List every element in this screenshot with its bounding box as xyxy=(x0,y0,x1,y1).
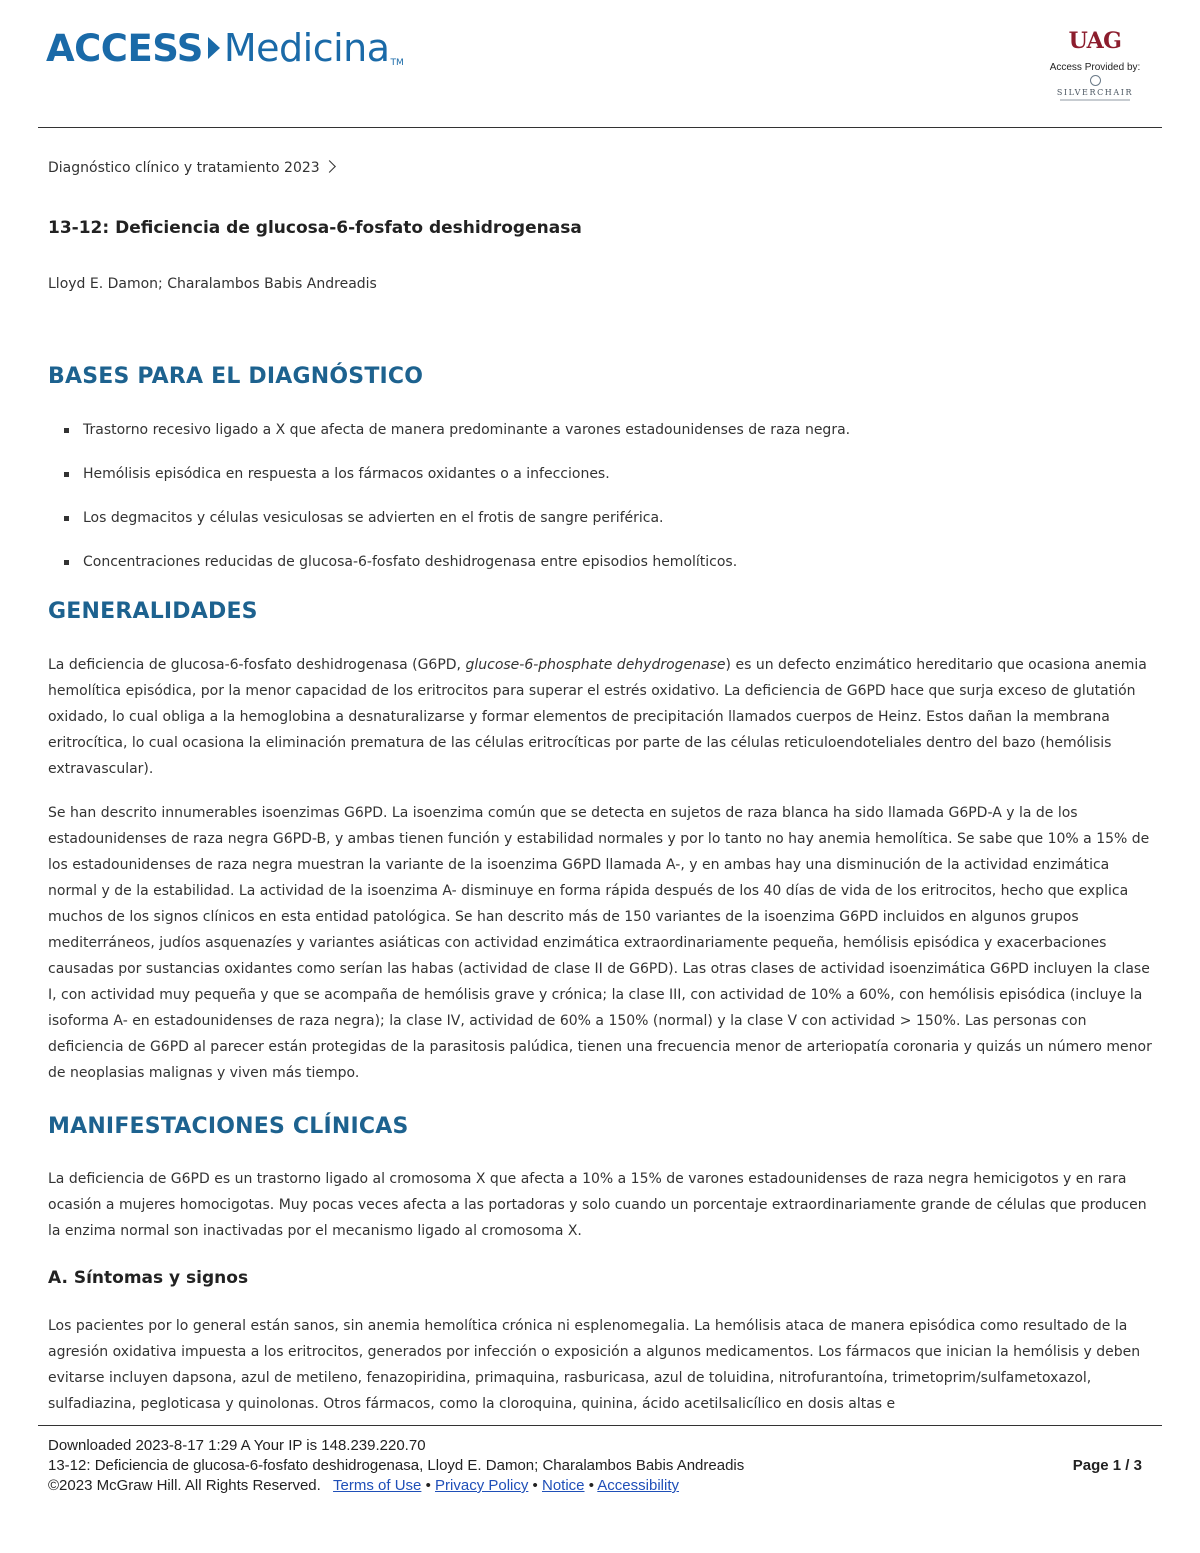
heading-generalidades: GENERALIDADES xyxy=(48,599,258,624)
list-item: Concentraciones reducidas de glucosa-6-fosfato deshidrogenasa entre episodios hemolíticos. xyxy=(48,552,850,596)
accessmedicina-logo[interactable] xyxy=(46,18,404,78)
chevron-right-icon xyxy=(323,160,336,173)
privacy-link[interactable]: Privacy Policy xyxy=(435,1477,529,1494)
access-provided-by: Access Provided by: xyxy=(1049,62,1141,73)
notice-link[interactable]: Notice xyxy=(541,1477,585,1494)
page-number: Page 1 / 3 xyxy=(1072,1457,1142,1474)
generalidades-paragraph-2: Se han descrito innumerables isoenzimas G6PD. La isoenzima común que se detecta en sujetos de raza blanca ha sido llamada G6PD-A y la de los estadounidenses de raza negra G6PD-B, y ambas tienen función y estabilidad normales y por lo tanto no hay anemia hemolítica. Se sabe que 10% a 15% de los estadounidenses de raza negra muestran la variante de la isoenzima G6PD llamada A-, y en ambas hay una disminución de la actividad enzimática normal y de la estabilidad. La actividad de la isoenzima A- disminuye en forma rápida después de los 40 días de vida de los eritrocitos, hecho que explica muchos de los signos clínicos en esta entidad patológica. Se han descrito más de 150 variantes de la isoenzima G6PD incluidos en algunos grupos mediterráneos, judíos asquenazíes y variantes asiáticas con actividad enzimática extraordinariamente pequeña, hemólisis episódica y exacerbaciones causadas por sustancias oxidantes como serían las habas (actividad de clase II de G6PD). Las otras clases de actividad isoenzimática G6PD incluyen la clase I, con actividad muy pequeña y que se acompaña de hemólisis grave y crónica; la clase III, con actividad de 10% a 60%, con hemólisis episódica (incluye la isoforma A- en estadounidenses de raza negra); la clase IV, actividad de 60% a 150% (normal) y la clase V con actividad > 150%. Las personas con deficiencia de G6PD al parecer están protegidas de la parasitosis palúdica, tienen una frecuencia menor de arteriopatía coronaria y quizás un número menor de neoplasias malignas y viven más tiempo. xyxy=(48,805,1152,1081)
text-span: ) es un defecto enzimático hereditario que ocasiona anemia hemolítica episódica, por la menor capacidad de los eritrocitos para superar el estrés oxidativo. La deficiencia de G6PD hace que surja exceso de glutatión oxidado, lo cual obliga a la hemoglobina a desnaturalizarse y formar elementos de precipitación llamados cuerpos de Heinz. Estos dañan la membrana eritrocítica, lo cual ocasiona la eliminación prematura de las células eritrocíticas por parte de las células reticuloendoteliales dentro del bazo (hemólisis extravascular). xyxy=(48,657,1147,777)
terms-link[interactable]: Terms of Use xyxy=(333,1477,422,1494)
list-item: Los degmacitos y células vesiculosas se advierten en el frotis de sangre periférica. xyxy=(48,508,850,552)
logo-access-text: ACCESS xyxy=(46,26,203,70)
italic-term: glucose-6-phosphate dehydrogenase xyxy=(465,657,726,673)
heading-manifestaciones: MANIFESTACIONES CLÍNICAS xyxy=(48,1114,409,1139)
bases-list xyxy=(48,420,850,596)
logo-medicina-text: Medicina xyxy=(223,26,390,70)
manifestaciones-paragraph-1: La deficiencia de G6PD es un trastorno ligado al cromosoma X que afecta a 10% a 15% de varones estadounidenses de raza negra hemicigotos y en rara ocasión a mujeres homocigotas. Muy pocas veces afecta a las portadoras y solo cuando un porcentaje extraordinariamente grande de células que producen la enzima normal son inactivadas por el mecanismo ligado al cromosoma X. xyxy=(48,1171,1147,1239)
sintomas-paragraph: Los pacientes por lo general están sanos, sin anemia hemolítica crónica ni esplenomegalia. La hemólisis ataca de manera episódica como resultado de la agresión oxidativa impuesta a los eritrocitos, generados por infección o exposición a algunos medicamentos. Los fármacos que inician la hemólisis y deben evitarse incluyen dapsona, azul de metileno, fenazopiridina, primaquina, rasburicasa, azul de toluidina, nitrofurantoína, trimetoprim/sulfametoxazol, sulfadiazina, pegloticasa y quinolonas. Otros fármacos, como la cloroquina, quinina, ácido acetilsalicílico en dosis altas e xyxy=(48,1318,1141,1412)
separator: • xyxy=(588,1477,594,1494)
silverchair-tagline-line xyxy=(1060,99,1130,101)
copyright: ©2023 McGraw Hill. All Rights Reserved. xyxy=(48,1477,321,1494)
authors: Lloyd E. Damon; Charalambos Babis Andreadis xyxy=(48,276,377,292)
text-span: La deficiencia de glucosa-6-fosfato deshidrogenasa (G6PD, xyxy=(48,657,466,673)
header-divider xyxy=(38,127,1162,128)
uag-logo: UAG xyxy=(1068,28,1122,54)
generalidades-paragraph-1 xyxy=(48,652,1158,782)
page-footer xyxy=(48,1436,1142,1496)
institution-block xyxy=(1040,30,1150,101)
separator: • xyxy=(425,1477,431,1494)
separator: • xyxy=(532,1477,538,1494)
page-title: 13-12: Deficiencia de glucosa-6-fosfato deshidrogenasa xyxy=(48,218,582,238)
page-header xyxy=(0,0,1200,128)
logo-trademark: TM xyxy=(390,58,404,68)
list-item: Hemólisis episódica en respuesta a los fármacos oxidantes o a infecciones. xyxy=(48,464,850,508)
footer-divider xyxy=(38,1425,1162,1426)
heading-bases: BASES PARA EL DIAGNÓSTICO xyxy=(48,364,424,389)
subheading-sintomas: A. Síntomas y signos xyxy=(48,1268,249,1288)
breadcrumb[interactable] xyxy=(48,160,334,176)
citation-row xyxy=(48,1456,1142,1476)
download-info: Downloaded 2023-8-17 1:29 A Your IP is 148.239.220.70 xyxy=(48,1437,426,1454)
silverchair-logo: SILVERCHAIR xyxy=(1056,88,1134,97)
logo-arrow-icon xyxy=(208,37,220,59)
list-item: Trastorno recesivo ligado a X que afecta de manera predominante a varones estadounidenses de raza negra. xyxy=(48,420,850,464)
copyright-row xyxy=(48,1476,1142,1496)
silverchair-icon xyxy=(1090,75,1101,86)
accessibility-link[interactable]: Accessibility xyxy=(597,1477,679,1494)
breadcrumb-label: Diagnóstico clínico y tratamiento 2023 xyxy=(48,160,320,176)
citation: 13-12: Deficiencia de glucosa-6-fosfato deshidrogenasa, Lloyd E. Damon; Charalambos Babis Andreadis xyxy=(48,1457,745,1474)
